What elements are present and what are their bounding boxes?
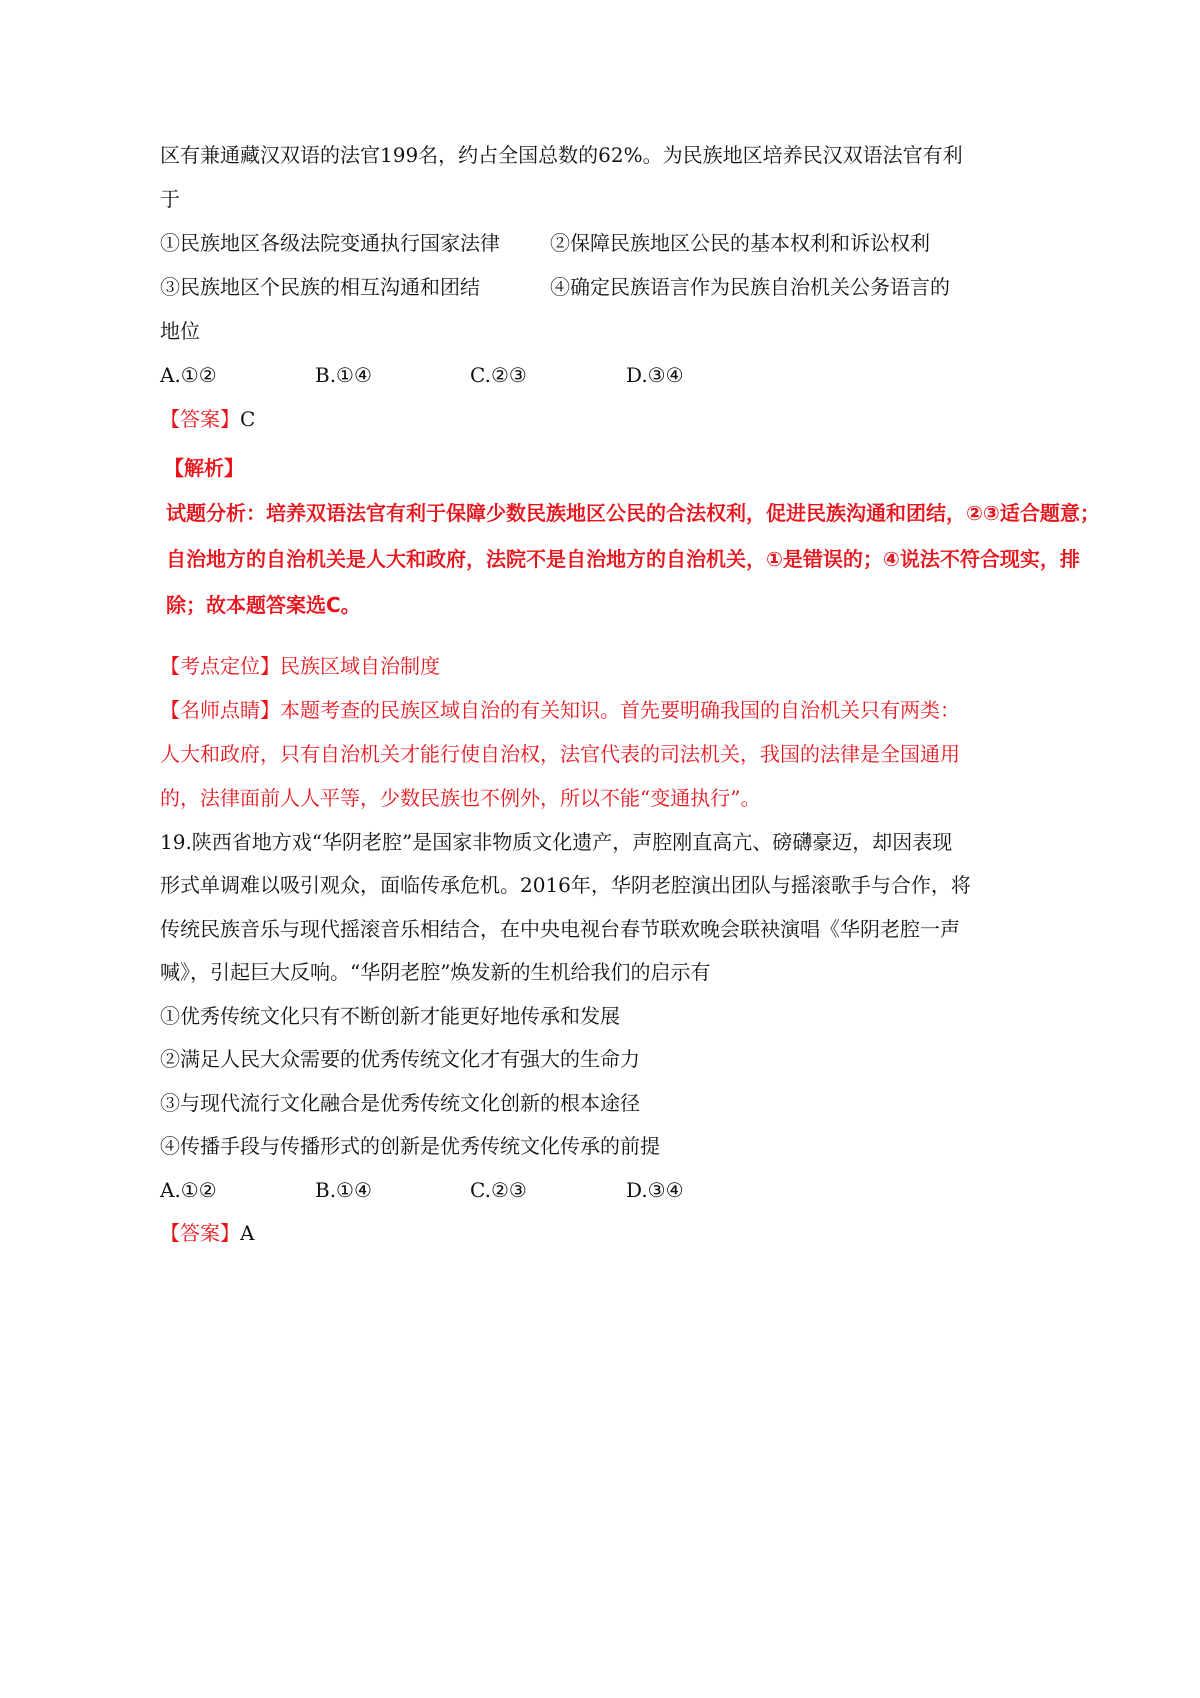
q18-kaodian-value: 民族区域自治制度: [280, 654, 440, 678]
q19-statement-2: ②满足人民大众需要的优秀传统文化才有强大的生命力: [160, 1047, 640, 1071]
q18-choice-c: C.②③: [470, 363, 527, 387]
q18-statement-2: ②保障民族地区公民的基本权利和诉讼权利: [550, 231, 930, 255]
q19-answer: [160, 1219, 254, 1247]
q18-kaodian-label: 【考点定位】: [160, 654, 280, 678]
q18-analysis-line3: 除；故本题答案选C。: [166, 593, 361, 617]
q18-choice-d: D.③④: [626, 363, 684, 387]
q18-analysis-label: 【解析】: [164, 456, 244, 480]
q18-mingshi-line1: 本题考查的民族区域自治的有关知识。首先要明确我国的自治机关只有两类：: [280, 698, 960, 722]
q19-stem-line2: 形式单调难以吸引观众，面临传承危机。2016年，华阴老腔演出团队与摇滚歌手与合作，将: [160, 873, 971, 897]
q19-statement-3: ③与现代流行文化融合是优秀传统文化创新的根本途径: [160, 1091, 640, 1115]
q18-stem-line2: 于: [160, 187, 180, 211]
q18-statement-3: ③民族地区个民族的相互沟通和团结: [160, 275, 480, 299]
q18-answer-value: C: [240, 407, 256, 431]
q18-answer: [160, 405, 255, 433]
q18-analysis-line2: 自治地方的自治机关是人大和政府，法院不是自治地方的自治机关，①是错误的；④说法不符合现实，排: [166, 547, 1080, 571]
q19-choice-b: B.①④: [315, 1178, 372, 1202]
q19-choice-a: A.①②: [160, 1178, 217, 1202]
q19-stem-line4: 喊》，引起巨大反响。“华阴老腔”焕发新的生机给我们的启示有: [160, 960, 711, 984]
q18-statement-4-cont: 地位: [160, 319, 200, 343]
q18-mingshi-line3: 的，法律面前人人平等，少数民族也不例外，所以不能“变通执行”。: [160, 786, 761, 810]
q19-stem-line3: 传统民族音乐与现代摇滚音乐相结合，在中央电视台春节联欢晚会联袂演唱《华阴老腔一声: [160, 917, 960, 941]
q18-answer-label: 【答案】: [160, 407, 240, 431]
q18-kaodian: [160, 652, 440, 680]
q19-answer-label: 【答案】: [160, 1221, 240, 1245]
q18-mingshi: [160, 696, 960, 724]
q19-stem-line1: 19.陕西省地方戏“华阴老腔”是国家非物质文化遗产，声腔刚直高亢、磅礴豪迈，却因表现: [160, 830, 953, 854]
q19-choice-d: D.③④: [626, 1178, 684, 1202]
q18-choice-b: B.①④: [315, 363, 372, 387]
q18-statement-1: ①民族地区各级法院变通执行国家法律: [160, 231, 500, 255]
q18-statement-4: ④确定民族语言作为民族自治机关公务语言的: [550, 275, 950, 299]
q19-statement-4: ④传播手段与传播形式的创新是优秀传统文化传承的前提: [160, 1134, 660, 1158]
q19-choice-c: C.②③: [470, 1178, 527, 1202]
q18-mingshi-line2: 人大和政府，只有自治机关才能行使自治权，法官代表的司法机关，我国的法律是全国通用: [160, 742, 960, 766]
q18-analysis-line1: 试题分析：培养双语法官有利于保障少数民族地区公民的合法权利，促进民族沟通和团结，②③适合题意；: [166, 501, 1100, 525]
q19-statement-1: ①优秀传统文化只有不断创新才能更好地传承和发展: [160, 1004, 620, 1028]
q18-stem-line1: 区有兼通藏汉双语的法官199名，约占全国总数的62%。为民族地区培养民汉双语法官有利: [160, 143, 963, 167]
q19-answer-value: A: [240, 1221, 255, 1245]
q18-choice-a: A.①②: [160, 363, 217, 387]
q18-mingshi-label: 【名师点睛】: [160, 698, 280, 722]
